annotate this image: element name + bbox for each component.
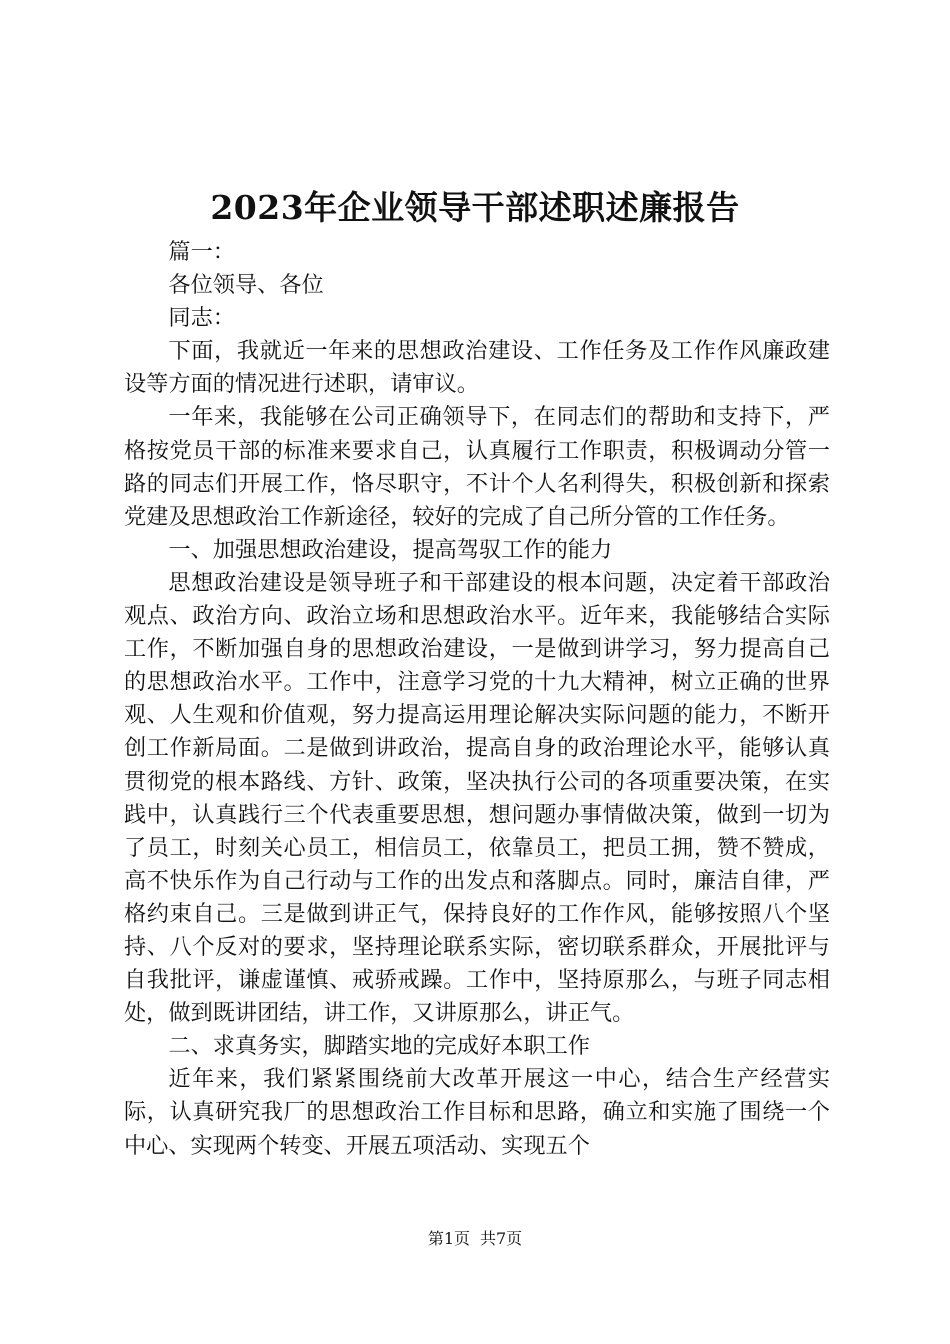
paragraph-section-2-body: 近年来，我们紧紧围绕前大改革开展这一中心，结合生产经营实际，认真研究我厂的思想政治工作目标和思路，确立和实施了围绕一个中心、实现两个转变、开展五项活动、实现五个 [124, 1066, 830, 1159]
paragraph-intro: 下面，我就近一年来的思想政治建设、工作任务及工作作风廉政建设等方面的情况进行述职，请审议。 [124, 338, 830, 398]
section-heading-1: 一、加强思想政治建设，提高驾驭工作的能力 [168, 536, 613, 563]
page-number-current: 第1页 [427, 1229, 470, 1248]
page-number-total: 共7页 [480, 1229, 523, 1248]
paragraph-overview: 一年来，我能够在公司正确领导下，在同志们的帮助和支持下，严格按党员干部的标准来要求自己，认真履行工作职责，积极调动分管一路的同志们开展工作，恪尽职守，不计个人名利得失，积极创新和探索党建及思想政治工作新途径，较好的完成了自己所分管的工作任务。 [124, 404, 830, 530]
document-body [124, 236, 830, 1163]
paragraph-section-label: 篇一： [168, 239, 235, 265]
paragraph-salutation-line-1: 各位领导、各位 [168, 272, 324, 299]
paragraph-salutation-line-2: 同志： [168, 305, 235, 332]
page-footer [0, 1227, 950, 1251]
document-title: 2023年企业领导干部述职述廉报告 [210, 188, 740, 227]
section-heading-2: 二、求真务实，脚踏实地的完成好本职工作 [168, 1033, 590, 1060]
paragraph-section-1-body: 思想政治建设是领导班子和干部建设的根本问题，决定着干部政治观点、政治方向、政治立场和思想政治水平。近年来，我能够结合实际工作，不断加强自身的思想政治建设，一是做到讲学习，努力提高自己的思想政治水平。工作中，注意学习党的十九大精神，树立正确的世界观、人生观和价值观，努力提高运用理论解决实际问题的能力，不断开创工作新局面。二是做到讲政治，提高自身的政治理论水平，能够认真贯彻党的根本路线、方针、政策，坚决执行公司的各项重要决策，在实践中，认真践行三个代表重要思想，想问题办事情做决策，做到一切为了员工，时刻关心员工，相信员工，依靠员工，把员工拥，赞不赞成，高不快乐作为自己行动与工作的出发点和落脚点。同时，廉洁自律，严格约束自己。三是做到讲正气，保持良好的工作作风，能够按照八个坚持、八个反对的要求，坚持理论联系实际，密切联系群众，开展批评与自我批评，谦虚谨慎、戒骄戒躁。工作中，坚持原那么，与班子同志相处，做到既讲团结，讲工作，又讲原那么，讲正气。 [124, 569, 830, 1027]
